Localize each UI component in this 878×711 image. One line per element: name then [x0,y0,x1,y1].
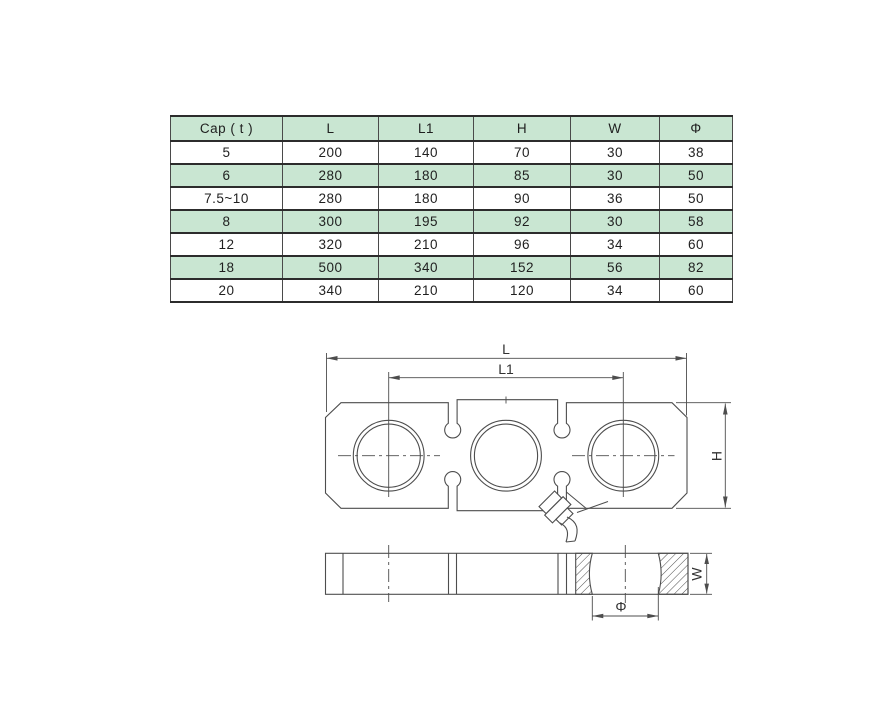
column-header: L [283,116,379,141]
table-cell: 34 [571,233,660,256]
table-cell: 92 [474,210,571,233]
section-hatch-right [658,553,688,594]
cable-gland [538,490,578,542]
column-header: Φ [660,116,733,141]
table-cell: 38 [660,141,733,164]
table-cell: 280 [283,164,379,187]
table-cell: 36 [571,187,660,210]
table-cell: 340 [283,279,379,302]
center-hole-outer [471,420,542,491]
table-cell: 85 [474,164,571,187]
table-cell: 280 [283,187,379,210]
table-cell: 30 [571,210,660,233]
table-cell: 180 [379,164,474,187]
column-header: Cap ( t ) [171,116,283,141]
table-cell: 34 [571,279,660,302]
table-cell: 50 [660,187,733,210]
table-cell: 500 [283,256,379,279]
load-cell-body-outline [326,400,688,511]
table-cell: 50 [660,164,733,187]
table-cell: 210 [379,233,474,256]
table-cell: 8 [171,210,283,233]
table-cell: 30 [571,164,660,187]
table-cell: 58 [660,210,733,233]
table-cell: 6 [171,164,283,187]
center-hole-inner [474,424,537,487]
table-cell: 96 [474,233,571,256]
section-hatch-left [576,553,593,594]
side-view-body [326,553,689,594]
table-cell: 60 [660,233,733,256]
table-cell: 12 [171,233,283,256]
table-cell: 7.5~10 [171,187,283,210]
table-cell: 82 [660,256,733,279]
table-cell: 300 [283,210,379,233]
table-cell: 320 [283,233,379,256]
cable-notch-edge [566,492,608,513]
top-view-drawing [326,372,688,513]
table-cell: 18 [171,256,283,279]
side-view-slot-lines-left [449,553,457,594]
table-cell: 120 [474,279,571,302]
table-cell: 70 [474,141,571,164]
side-view-slot-lines-right [558,553,567,594]
table-cell: 140 [379,141,474,164]
dim-L1-label: L1 [498,361,514,377]
table-cell: 195 [379,210,474,233]
table-cell: 20 [171,279,283,302]
dim-W-label: W [688,567,705,581]
table-cell: 180 [379,187,474,210]
column-header: H [474,116,571,141]
dim-H-label: H [708,450,725,462]
table-cell: 30 [571,141,660,164]
table-cell: 340 [379,256,474,279]
table-cell: 200 [283,141,379,164]
table-cell: 90 [474,187,571,210]
table-cell: 60 [660,279,733,302]
table-cell: 56 [571,256,660,279]
table-cell: 152 [474,256,571,279]
column-header: W [571,116,660,141]
dim-phi-label: Φ [615,598,627,615]
column-header: L1 [379,116,474,141]
table-cell: 5 [171,141,283,164]
side-view-drawing [326,545,689,603]
dim-L-label: L [502,341,510,357]
table-cell: 210 [379,279,474,302]
